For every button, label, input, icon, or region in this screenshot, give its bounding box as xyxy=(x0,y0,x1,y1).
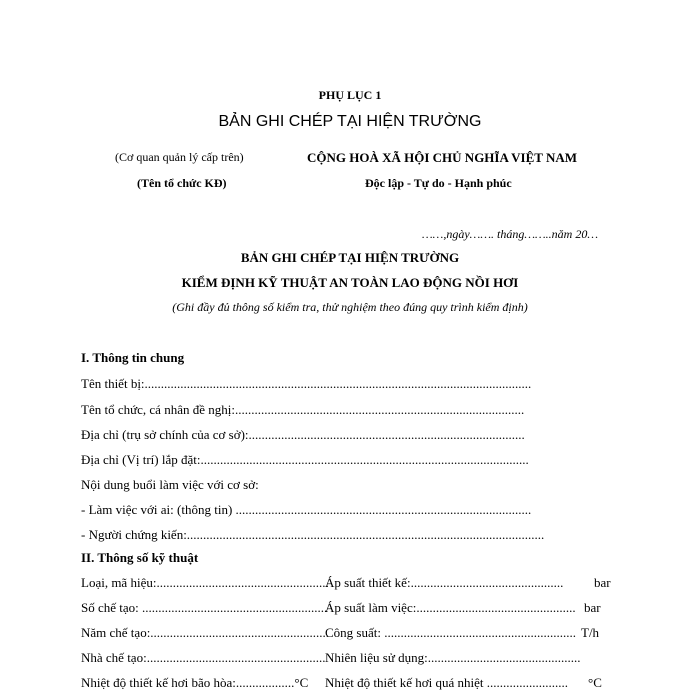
model-field: Loại, mã hiệu:..................................................... xyxy=(81,575,329,590)
working-pressure-field: Áp suất làm việc:................................................. xyxy=(325,600,576,615)
doc-title-1: BẢN GHI CHÉP TẠI HIỆN TRƯỜNG xyxy=(240,250,460,265)
serial-number-field: Số chế tạo: ......................................................... xyxy=(81,600,328,615)
equipment-name-field: Tên thiết bị:....................................................................................................................... xyxy=(81,376,532,391)
date-line: ……,ngày……. tháng……..năm 20… xyxy=(422,227,599,241)
worked-with-field: - Làm việc với ai: (thông tin) ........................................................................................... xyxy=(81,502,532,517)
saturated-steam-temp-field: Nhiệt độ thiết kế hơi bão hòa:..................°C xyxy=(81,675,309,690)
manufacturer-field: Nhà chế tạo:....................................................... xyxy=(81,650,326,665)
doc-title-2: KIỂM ĐỊNH KỸ THUẬT AN TOÀN LAO ĐỘNG NỒI HƠI xyxy=(181,275,519,290)
superheated-steam-temp-field: Nhiệt độ thiết kế hơi quá nhiệt ......................... xyxy=(325,675,569,690)
superheated-steam-temp-unit: °C xyxy=(588,675,602,690)
headquarters-address-field: Địa chỉ (trụ sở chính của cơ sở):..................................................................................... xyxy=(81,427,525,442)
superior-agency: (Cơ quan quản lý cấp trên) xyxy=(115,150,244,164)
witness-field: - Người chứng kiến:.............................................................................................................. xyxy=(81,527,545,542)
working-pressure-unit: bar xyxy=(584,600,601,615)
capacity-unit: T/h xyxy=(581,625,600,640)
national-title: CỘNG HOÀ XÃ HỘI CHỦ NGHĨA VIỆT NAM xyxy=(307,150,578,165)
meeting-content-label: Nội dung buổi làm việc với cơ sở: xyxy=(81,477,259,492)
fuel-field: Nhiên liệu sử dụng:............................................... xyxy=(325,650,581,665)
section2-heading: II. Thông số kỹ thuật xyxy=(81,550,199,565)
appendix-label: PHỤ LỤC 1 xyxy=(318,88,382,102)
design-pressure-unit: bar xyxy=(594,575,611,590)
manufacture-year-field: Năm chế tạo:....................................................... xyxy=(81,625,330,640)
main-title: BẢN GHI CHÉP TẠI HIỆN TRƯỜNG xyxy=(218,113,482,130)
requester-name-field: Tên tổ chức, cá nhân đề nghị:......................................................................................... xyxy=(81,402,525,417)
doc-subtitle: (Ghi đầy đủ thông số kiểm tra, thử nghiệm theo đúng quy trình kiểm định) xyxy=(172,300,528,314)
installation-address-field: Địa chỉ (Vị trí) lắp đặt:..................................................................................................... xyxy=(81,452,529,467)
capacity-field: Công suất: ........................................................... xyxy=(325,625,576,640)
organization-name: (Tên tổ chức KĐ) xyxy=(137,176,227,190)
national-motto: Độc lập - Tự do - Hạnh phúc xyxy=(365,176,512,190)
design-pressure-field: Áp suất thiết kế:............................................... xyxy=(325,575,564,590)
section1-heading: I. Thông tin chung xyxy=(81,350,185,365)
